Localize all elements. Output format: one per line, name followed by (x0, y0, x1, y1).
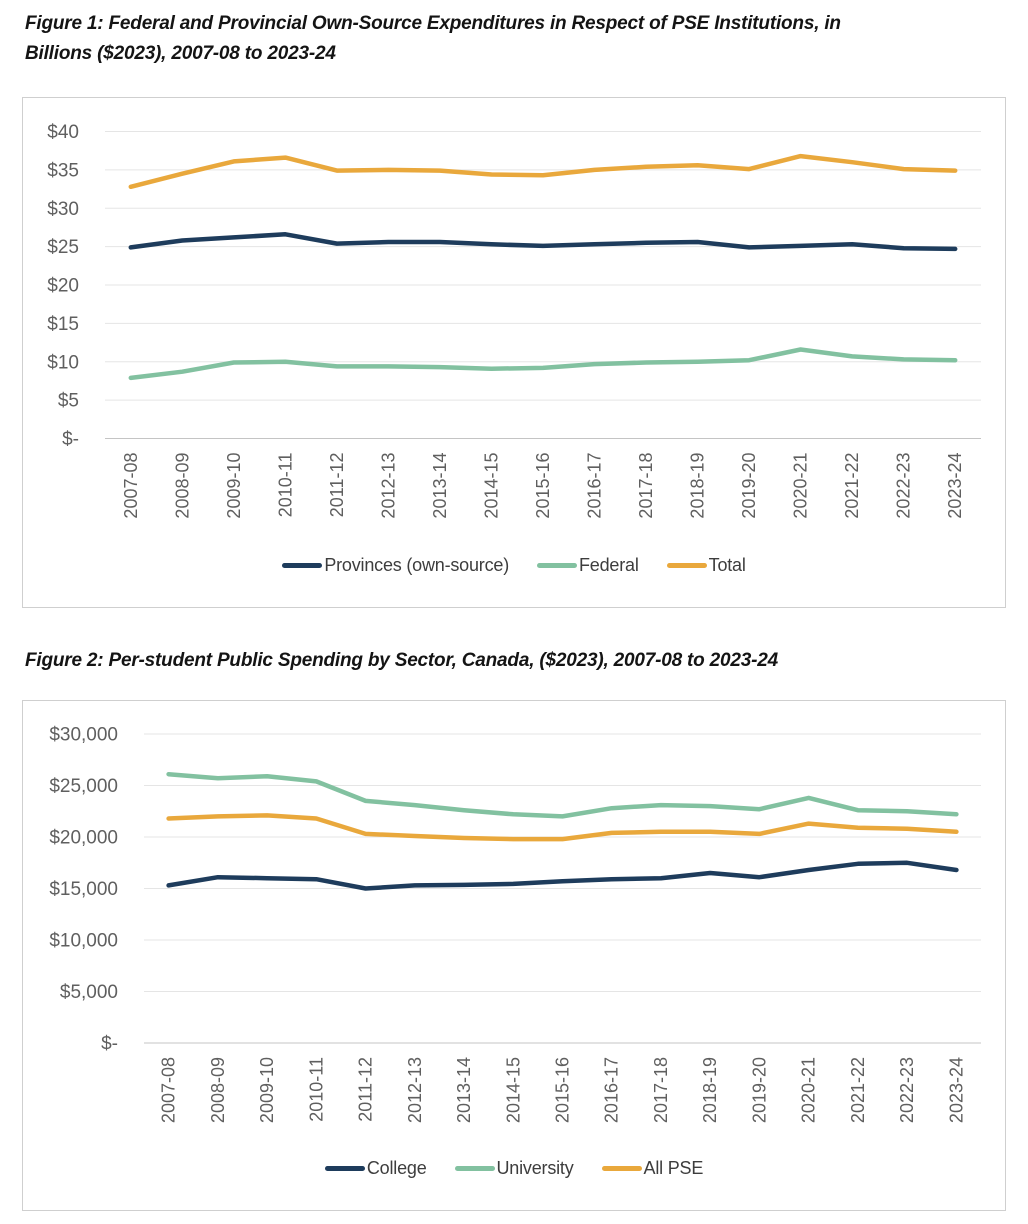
x-tick-label: 2014-15 (503, 1057, 524, 1124)
y-tick-label: $30,000 (49, 724, 118, 746)
y-tick-label: $35 (47, 160, 79, 182)
legend-item-allpse (602, 1158, 704, 1179)
x-tick-label: 2018-19 (687, 452, 708, 519)
x-tick-label: 2019-20 (739, 452, 760, 519)
x-tick-label: 2016-17 (601, 1057, 622, 1124)
x-tick-label: 2010-11 (275, 452, 296, 518)
university-line-swatch-icon (455, 1166, 495, 1171)
federal-line-swatch-icon (537, 563, 577, 568)
series-line-university (169, 774, 957, 816)
y-tick-label: $5 (57, 390, 79, 412)
x-tick-label: 2022-23 (893, 452, 914, 519)
x-tick-label: 2009-10 (257, 1057, 278, 1124)
x-tick-label: 2008-09 (172, 452, 193, 519)
x-tick-label: 2017-18 (651, 1057, 671, 1124)
x-tick-label: 2023-24 (946, 1057, 967, 1124)
provinces-legend-label: Provinces (own-source) (324, 554, 509, 575)
y-tick-label: $20 (47, 275, 79, 297)
y-tick-label: $- (62, 429, 79, 450)
x-tick-label: 2011-12 (326, 452, 347, 518)
y-tick-label: $- (101, 1033, 118, 1055)
x-tick-label: 2013-14 (454, 1057, 474, 1124)
x-tick-label: 2018-19 (700, 1057, 721, 1124)
total-legend-label: Total (708, 554, 746, 575)
all-pse-legend-label: All PSE (643, 1157, 704, 1178)
x-tick-label: 2008-09 (207, 1057, 228, 1124)
total-line-swatch-icon (667, 563, 707, 568)
x-tick-label: 2015-16 (552, 1057, 573, 1124)
x-tick-label: 2019-20 (749, 1057, 770, 1124)
federal-legend-label: Federal (579, 554, 639, 575)
series-line-federal (131, 350, 955, 378)
x-tick-label: 2022-23 (897, 1057, 918, 1124)
x-tick-label: 2013-14 (429, 452, 450, 519)
x-tick-label: 2012-13 (378, 452, 399, 519)
figure2-legend (23, 1157, 1005, 1179)
x-tick-label: 2011-12 (355, 1057, 376, 1122)
x-tick-label: 2015-16 (533, 452, 553, 519)
series-line-all-pse (169, 815, 957, 839)
university-legend-label: University (496, 1157, 574, 1178)
provinces-line-swatch-icon (282, 563, 322, 568)
y-tick-label: $30 (47, 198, 79, 220)
legend-item-university (455, 1158, 574, 1179)
series-line-total (131, 156, 955, 187)
x-tick-label: 2010-11 (306, 1057, 327, 1122)
x-tick-label: 2007-08 (120, 452, 141, 519)
x-tick-label: 2016-17 (584, 452, 605, 519)
x-tick-label: 2021-22 (842, 452, 863, 519)
figure2-plot-area (23, 701, 1005, 1210)
x-tick-label: 2012-13 (404, 1057, 425, 1124)
legend-item-total (667, 555, 746, 576)
x-tick-label: 2020-21 (798, 1057, 819, 1124)
figure1-legend (23, 554, 1005, 576)
y-tick-label: $15,000 (49, 879, 118, 900)
y-tick-label: $10,000 (49, 930, 118, 952)
y-tick-label: $10 (47, 352, 79, 374)
x-tick-label: 2009-10 (223, 452, 244, 519)
x-tick-label: 2021-22 (847, 1057, 868, 1124)
x-tick-label: 2014-15 (481, 452, 502, 519)
x-tick-label: 2007-08 (158, 1057, 179, 1124)
figure2-title: Figure 2: Per-student Public Spending by Sector, Canada, ($2023), 2007-08 to 2023-24 (25, 650, 778, 671)
x-tick-label: 2020-21 (790, 452, 811, 519)
y-tick-label: $20,000 (49, 827, 118, 849)
y-tick-label: $15 (47, 313, 79, 335)
legend-item-college (325, 1158, 427, 1179)
figure1-chart-box (22, 97, 1006, 608)
y-tick-label: $25 (47, 237, 79, 259)
x-tick-label: 2023-24 (945, 452, 966, 519)
y-tick-label: $40 (47, 122, 79, 143)
x-tick-label: 2017-18 (636, 452, 657, 519)
figure1-plot-area (23, 98, 1005, 607)
college-line-swatch-icon (325, 1166, 365, 1171)
all-pse-line-swatch-icon (602, 1166, 642, 1171)
legend-item-federal (537, 555, 639, 576)
series-line-college (169, 863, 957, 889)
college-legend-label: College (366, 1157, 427, 1178)
figure1-title: Figure 1: Federal and Provincial Own-Source Expenditures in Respect of PSE Institutions, in Billions ($2023), 2007-08 to 2023-24 (25, 13, 841, 64)
y-tick-label: $25,000 (49, 776, 118, 797)
legend-item-provinces (282, 555, 509, 576)
figure2-chart-box (22, 700, 1006, 1211)
y-tick-label: $5,000 (59, 982, 118, 1003)
